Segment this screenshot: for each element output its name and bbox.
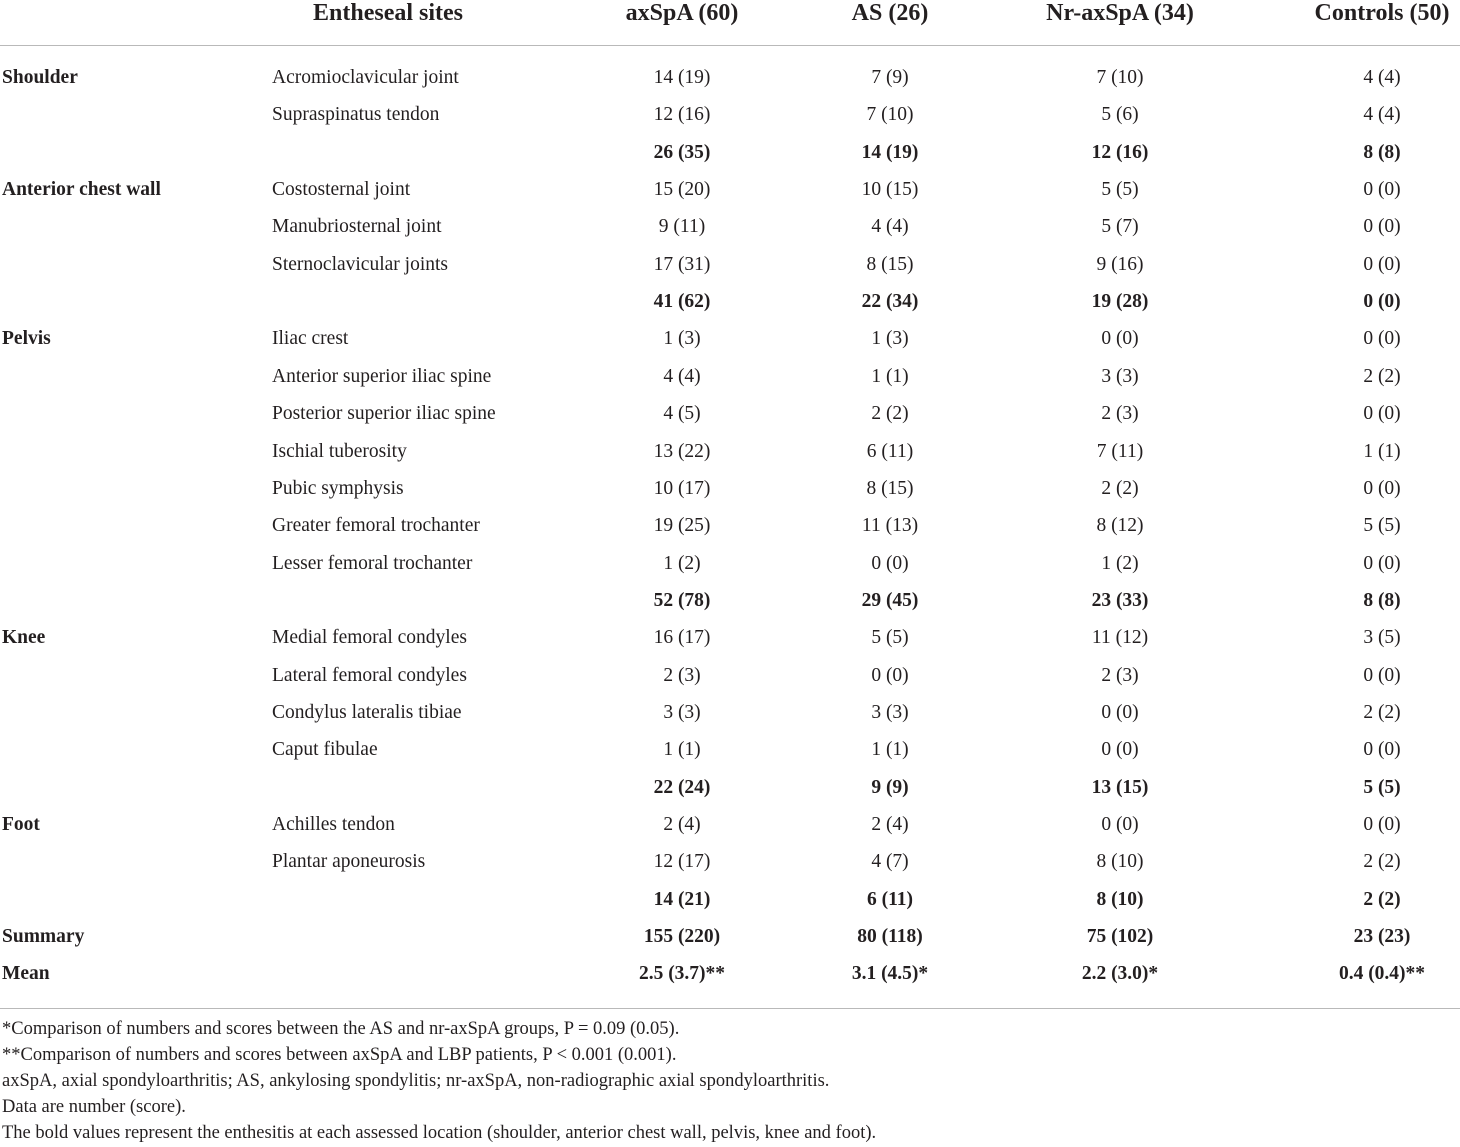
- cell-nr-axspa: 8 (12): [1096, 515, 1144, 536]
- cell-as: 8 (15): [866, 254, 914, 275]
- row-site-label: Plantar aponeurosis: [272, 851, 426, 872]
- cell-nr-axspa: 8 (10): [1096, 851, 1144, 872]
- row-group-label: Mean: [2, 963, 50, 984]
- cell-controls: 2 (2): [1363, 851, 1401, 872]
- footnote: Data are number (score).: [2, 1097, 186, 1117]
- footnote: axSpA, axial spondyloarthritis; AS, ankylosing spondylitis; nr-axSpA, non-radiographic axial spondyloarthritis.: [2, 1071, 830, 1091]
- table-row: [0, 514, 1460, 551]
- row-site-label: Acromioclavicular joint: [272, 67, 459, 88]
- cell-as: 3 (3): [871, 702, 909, 723]
- cell-controls: 0 (0): [1363, 254, 1401, 275]
- cell-nr-axspa: 3 (3): [1101, 366, 1139, 387]
- cell-nr-axspa: 0 (0): [1101, 328, 1139, 349]
- cell-axspa: 14 (21): [653, 889, 711, 910]
- cell-controls: 1 (1): [1363, 441, 1401, 462]
- table-row-total: [0, 888, 1460, 925]
- cell-nr-axspa: 23 (33): [1091, 590, 1149, 611]
- cell-as: 0 (0): [871, 553, 909, 574]
- cell-as: 2 (2): [871, 403, 909, 424]
- cell-controls: 23 (23): [1353, 926, 1411, 947]
- row-site-label: Condylus lateralis tibiae: [272, 702, 462, 723]
- row-group-label: Pelvis: [2, 328, 51, 349]
- cell-nr-axspa: 2 (3): [1101, 665, 1139, 686]
- cell-axspa: 4 (5): [663, 403, 701, 424]
- footnote: **Comparison of numbers and scores between axSpA and LBP patients, P < 0.001 (0.001).: [2, 1045, 677, 1065]
- cell-as: 29 (45): [861, 590, 919, 611]
- cell-controls: 0 (0): [1363, 665, 1401, 686]
- cell-nr-axspa: 5 (6): [1101, 104, 1139, 125]
- cell-nr-axspa: 13 (15): [1091, 777, 1149, 798]
- header-controls: Controls (50): [1314, 0, 1450, 26]
- cell-as: 2 (4): [871, 814, 909, 835]
- cell-as: 6 (11): [866, 441, 914, 462]
- table-row-total: [0, 141, 1460, 178]
- cell-nr-axspa: 75 (102): [1086, 926, 1154, 947]
- cell-axspa: 3 (3): [663, 702, 701, 723]
- cell-as: 1 (3): [871, 328, 909, 349]
- row-site-label: Ischial tuberosity: [272, 441, 407, 462]
- cell-axspa: 2 (4): [663, 814, 701, 835]
- cell-controls: 8 (8): [1363, 142, 1401, 163]
- row-group-label: Anterior chest wall: [2, 179, 161, 200]
- row-site-label: Medial femoral condyles: [272, 627, 467, 648]
- cell-controls: 0 (0): [1363, 553, 1401, 574]
- header-entheseal-sites: Entheseal sites: [313, 0, 463, 26]
- table-row: [0, 327, 1460, 364]
- cell-as: 8 (15): [866, 478, 914, 499]
- cell-as: 7 (10): [866, 104, 914, 125]
- cell-controls: 0 (0): [1363, 478, 1401, 499]
- cell-controls: 5 (5): [1363, 515, 1401, 536]
- header-as: AS (26): [851, 0, 929, 26]
- cell-nr-axspa: 8 (10): [1096, 889, 1144, 910]
- cell-axspa: 12 (16): [653, 104, 711, 125]
- header-rule: [0, 45, 1460, 46]
- row-site-label: Anterior superior iliac spine: [272, 366, 492, 387]
- row-site-label: Supraspinatus tendon: [272, 104, 440, 125]
- cell-axspa: 2.5 (3.7)**: [638, 963, 726, 984]
- table-row-total: [0, 589, 1460, 626]
- row-group-label: Foot: [2, 814, 40, 835]
- table-row-total: [0, 925, 1460, 962]
- cell-nr-axspa: 11 (12): [1091, 627, 1149, 648]
- table-row: [0, 552, 1460, 589]
- cell-nr-axspa: 0 (0): [1101, 814, 1139, 835]
- cell-axspa: 17 (31): [653, 254, 711, 275]
- cell-as: 14 (19): [861, 142, 919, 163]
- cell-axspa: 1 (1): [663, 739, 701, 760]
- cell-as: 10 (15): [861, 179, 919, 200]
- cell-axspa: 155 (220): [643, 926, 721, 947]
- cell-axspa: 4 (4): [663, 366, 701, 387]
- cell-as: 3.1 (4.5)*: [851, 963, 929, 984]
- cell-axspa: 1 (2): [663, 553, 701, 574]
- cell-nr-axspa: 7 (10): [1096, 67, 1144, 88]
- cell-axspa: 10 (17): [653, 478, 711, 499]
- cell-axspa: 2 (3): [663, 665, 701, 686]
- table-row-total: [0, 290, 1460, 327]
- row-site-label: Lateral femoral condyles: [272, 665, 467, 686]
- row-site-label: Posterior superior iliac spine: [272, 403, 496, 424]
- table-row: [0, 178, 1460, 215]
- cell-nr-axspa: 2 (3): [1101, 403, 1139, 424]
- cell-as: 22 (34): [861, 291, 919, 312]
- cell-controls: 4 (4): [1363, 104, 1401, 125]
- table-header: [0, 0, 1460, 36]
- footnote: *Comparison of numbers and scores between the AS and nr-axSpA groups, P = 0.09 (0.05).: [2, 1019, 680, 1039]
- table-row: [0, 66, 1460, 103]
- cell-axspa: 22 (24): [653, 777, 711, 798]
- row-site-label: Achilles tendon: [272, 814, 395, 835]
- row-site-label: Manubriosternal joint: [272, 216, 442, 237]
- cell-as: 1 (1): [871, 739, 909, 760]
- table-row: [0, 850, 1460, 887]
- cell-axspa: 14 (19): [653, 67, 711, 88]
- table-row: [0, 103, 1460, 140]
- cell-axspa: 15 (20): [653, 179, 711, 200]
- cell-nr-axspa: 0 (0): [1101, 739, 1139, 760]
- cell-as: 9 (9): [871, 777, 909, 798]
- cell-controls: 0 (0): [1363, 403, 1401, 424]
- header-nr-axspa: Nr-axSpA (34): [1046, 0, 1194, 26]
- cell-as: 5 (5): [871, 627, 909, 648]
- cell-controls: 0 (0): [1363, 739, 1401, 760]
- row-group-label: Summary: [2, 926, 85, 947]
- cell-nr-axspa: 9 (16): [1096, 254, 1144, 275]
- row-site-label: Iliac crest: [272, 328, 349, 349]
- table-row: [0, 477, 1460, 514]
- cell-as: 11 (13): [861, 515, 919, 536]
- cell-axspa: 52 (78): [653, 590, 711, 611]
- cell-as: 0 (0): [871, 665, 909, 686]
- row-site-label: Greater femoral trochanter: [272, 515, 480, 536]
- cell-nr-axspa: 0 (0): [1101, 702, 1139, 723]
- table-row: [0, 402, 1460, 439]
- cell-as: 6 (11): [866, 889, 914, 910]
- header-axspa: axSpA (60): [625, 0, 739, 26]
- cell-nr-axspa: 7 (11): [1096, 441, 1144, 462]
- cell-nr-axspa: 5 (5): [1101, 179, 1139, 200]
- cell-axspa: 9 (11): [658, 216, 706, 237]
- cell-axspa: 41 (62): [653, 291, 711, 312]
- table-row: [0, 738, 1460, 775]
- cell-as: 1 (1): [871, 366, 909, 387]
- row-site-label: Caput fibulae: [272, 739, 378, 760]
- cell-controls: 2 (2): [1363, 702, 1401, 723]
- cell-controls: 0 (0): [1363, 814, 1401, 835]
- row-site-label: Lesser femoral trochanter: [272, 553, 473, 574]
- cell-controls: 0 (0): [1363, 291, 1401, 312]
- cell-nr-axspa: 5 (7): [1101, 216, 1139, 237]
- cell-axspa: 13 (22): [653, 441, 711, 462]
- row-group-label: Knee: [2, 627, 46, 648]
- cell-nr-axspa: 1 (2): [1101, 553, 1139, 574]
- cell-as: 7 (9): [871, 67, 909, 88]
- cell-as: 4 (7): [871, 851, 909, 872]
- footnote: The bold values represent the enthesitis at each assessed location (shoulder, anterior chest wall, pelvis, knee and foot).: [2, 1123, 877, 1143]
- row-site-label: Costosternal joint: [272, 179, 411, 200]
- cell-axspa: 1 (3): [663, 328, 701, 349]
- cell-axspa: 12 (17): [653, 851, 711, 872]
- cell-nr-axspa: 12 (16): [1091, 142, 1149, 163]
- cell-as: 80 (118): [857, 926, 923, 947]
- cell-controls: 0 (0): [1363, 179, 1401, 200]
- cell-controls: 0 (0): [1363, 216, 1401, 237]
- table-row: [0, 440, 1460, 477]
- cell-nr-axspa: 2 (2): [1101, 478, 1139, 499]
- table-row: [0, 365, 1460, 402]
- cell-controls: 5 (5): [1363, 777, 1401, 798]
- cell-controls: 4 (4): [1363, 67, 1401, 88]
- table-row-total: [0, 776, 1460, 813]
- cell-controls: 2 (2): [1363, 889, 1401, 910]
- table-row: [0, 215, 1460, 252]
- table-row: [0, 701, 1460, 738]
- table-row-total: [0, 962, 1460, 999]
- cell-controls: 3 (5): [1363, 627, 1401, 648]
- row-group-label: Shoulder: [2, 67, 78, 88]
- cell-controls: 8 (8): [1363, 590, 1401, 611]
- cell-as: 4 (4): [871, 216, 909, 237]
- row-site-label: Sternoclavicular joints: [272, 254, 448, 275]
- cell-controls: 0 (0): [1363, 328, 1401, 349]
- cell-nr-axspa: 19 (28): [1091, 291, 1149, 312]
- cell-axspa: 16 (17): [653, 627, 711, 648]
- table-row: [0, 813, 1460, 850]
- footer-rule: [0, 1008, 1460, 1009]
- table-row: [0, 626, 1460, 663]
- cell-controls: 0.4 (0.4)**: [1338, 963, 1426, 984]
- row-site-label: Pubic symphysis: [272, 478, 404, 499]
- cell-axspa: 19 (25): [653, 515, 711, 536]
- cell-nr-axspa: 2.2 (3.0)*: [1081, 963, 1159, 984]
- cell-controls: 2 (2): [1363, 366, 1401, 387]
- table-row: [0, 253, 1460, 290]
- table-row: [0, 664, 1460, 701]
- footnotes: [2, 1017, 876, 1147]
- cell-axspa: 26 (35): [653, 142, 711, 163]
